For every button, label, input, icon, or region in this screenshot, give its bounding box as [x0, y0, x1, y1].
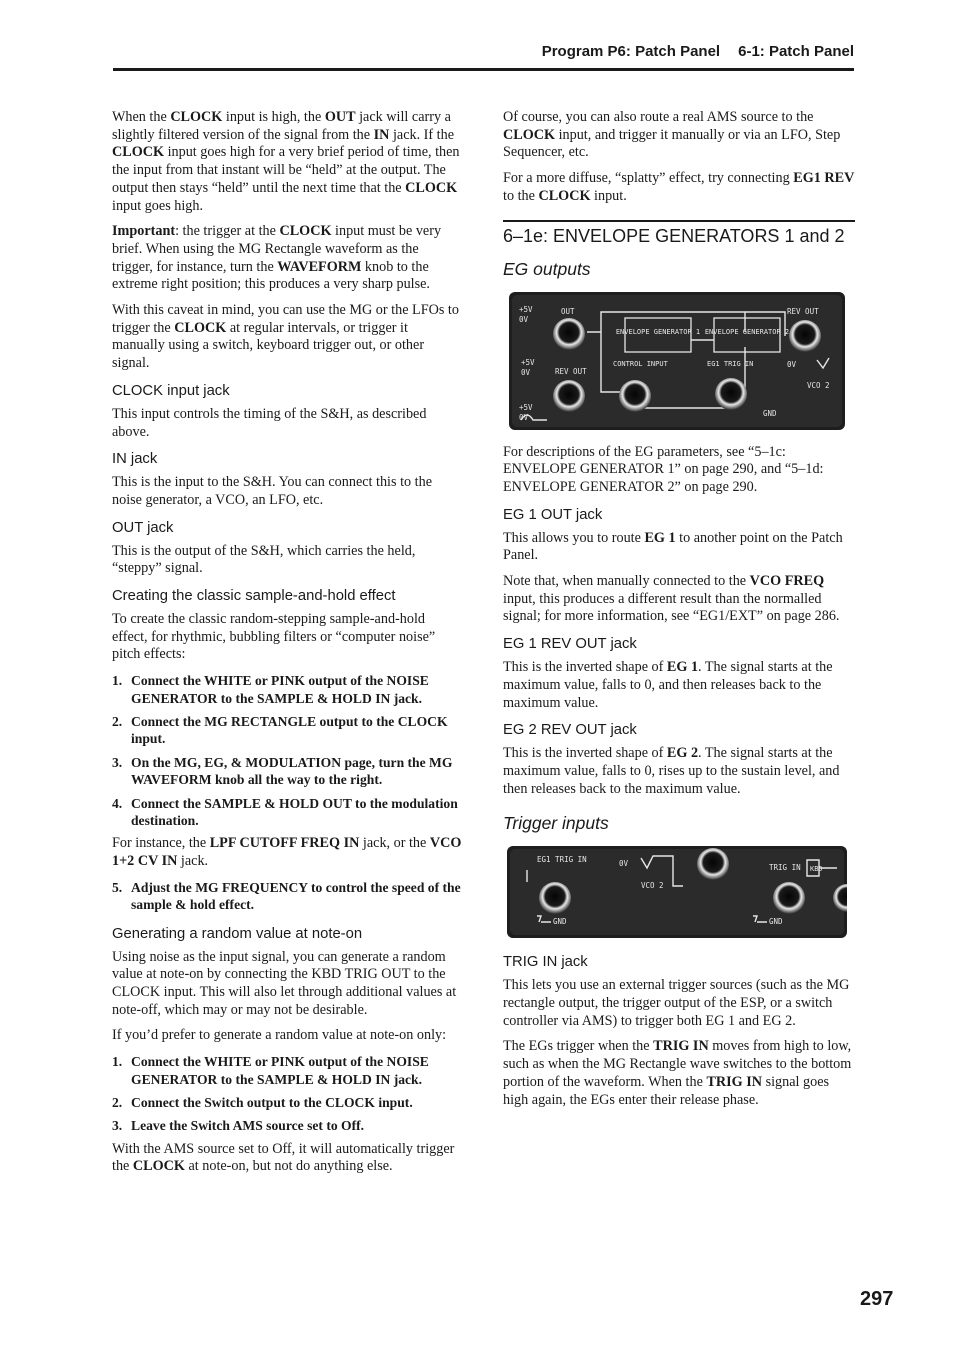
heading-classic-sh: Creating the classic sample-and-hold effect: [112, 588, 396, 605]
paragraph-clock-high: When the CLOCK input is high, the OUT jack will carry a slightly filtered version of the signal from the IN jack. If the CLOCK input goes high for a very brief period of time, then the input from that instant will be “held” at the output. The output then stays “held” until the next time that the CLOCK input goes high.: [112, 109, 460, 214]
label-plus5v: +5V: [519, 304, 533, 314]
step-item: 5. Adjust the MG FREQUENCY to control the speed of the sample & hold effect.: [112, 879, 461, 913]
label-out: OUT: [561, 306, 575, 316]
jack-trig-in: [773, 882, 805, 914]
section-heading-envelope-generators: 6–1e: ENVELOPE GENERATORS 1 and 2: [503, 220, 855, 248]
label-gnd: GND: [553, 917, 567, 927]
heading-eg2-rev-out-jack: EG 2 REV OUT jack: [503, 722, 637, 739]
header-chapter: Program P6: Patch Panel: [541, 43, 721, 60]
step-item: 3. Leave the Switch AMS source set to Off.: [112, 1118, 365, 1134]
step-item: 4. Connect the SAMPLE & HOLD OUT to the modulation destination.: [112, 795, 458, 829]
label-0v: 0V: [519, 412, 529, 422]
label-0v: 0V: [521, 367, 531, 377]
label-kbd: KBD: [810, 865, 823, 874]
heading-in-jack: IN jack: [112, 451, 158, 468]
subheading-eg-outputs: EG outputs: [503, 258, 591, 279]
heading-eg1-rev-out-jack: EG 1 REV OUT jack: [503, 636, 637, 653]
label-rev-out-right: REV OUT: [787, 306, 819, 316]
paragraph-vco-freq-note: Note that, when manually connected to the VCO FREQ input, this produces a different result than the normalled signal; for more information, see “EG1/EXT” on page 286.: [503, 573, 840, 625]
label-0v: 0V: [519, 314, 529, 324]
jack-control-input: [619, 380, 651, 412]
paragraph-for-instance: For instance, the LPF CUTOFF FREQ IN jack, or the VCO 1+2 CV IN jack.: [112, 835, 462, 870]
paragraph-eg1-rev-out: This is the inverted shape of EG 1. The signal starts at the maximum value, falls to 0, and then releases back to the maximum value.: [503, 659, 833, 711]
label-rev-out-left: REV OUT: [555, 366, 587, 376]
jack-eg1-out: [553, 318, 585, 350]
heading-out-jack: OUT jack: [112, 519, 174, 536]
paragraph-eg2-rev-out: This is the inverted shape of EG 2. The signal starts at the maximum value, falls to 0, rises up to the sustain level, and then releases back to the maximum value.: [503, 745, 840, 797]
jack-eg1-rev-out: [553, 380, 585, 412]
heading-clock-input-jack: CLOCK input jack: [112, 382, 230, 399]
label-envelope-generator-2: ENVELOPE GENERATOR 2: [704, 327, 790, 336]
label-0v: 0V: [787, 359, 797, 369]
paragraph-in-jack: This is the input to the S&H. You can connect this to the noise generator, a VCO, an LFO, etc.: [112, 474, 432, 508]
label-eg1-trig-in: EG1 TRIG IN: [537, 855, 587, 865]
right-column: [503, 109, 855, 1117]
heading-trig-in-jack: TRIG IN jack: [503, 954, 588, 971]
paragraph-classic-sh: To create the classic random-stepping sample-and-hold effect, for rhythmic, bubbling filters or “computer noise” pitch effects:: [112, 611, 436, 663]
page-number: 297: [860, 1288, 894, 1310]
paragraph-clock-input: This input controls the timing of the S&H, as described above.: [112, 405, 427, 440]
heading-random-note-on: Generating a random value at note-on: [112, 925, 363, 942]
step-item: 3. On the MG, EG, & MODULATION page, turn the MG WAVEFORM knob all the way to the right.: [112, 754, 453, 788]
label-eg1-trig-in: EG1 TRIG IN: [707, 359, 754, 368]
label-gnd: GND: [769, 917, 783, 927]
paragraph-trig-in: This lets you use an external trigger sources (such as the MG rectangle output, the trigger output of the ESP, or a switch controller via AMS) to trigger both EG 1 and EG 2.: [503, 977, 850, 1029]
jack-eg1-trig-in: [539, 882, 571, 914]
label-control-input: CONTROL INPUT: [613, 359, 668, 368]
subheading-trigger-inputs: Trigger inputs: [503, 813, 609, 834]
label-gnd: GND: [763, 408, 777, 418]
paragraph-caveat: With this caveat in mind, you can use the MG or the LFOs to trigger the CLOCK at regular intervals, or trigger it manually using a switch, keyboard trigger out, or other signal.: [112, 302, 459, 372]
paragraph-real-ams: Of course, you can also route a real AMS source to the CLOCK input, and trigger it manually or via an LFO, Step Sequencer, etc.: [503, 109, 841, 161]
step-item: 1. Connect the WHITE or PINK output of the NOISE GENERATOR to the SAMPLE & HOLD IN jack.: [112, 673, 429, 706]
step-item: 1. Connect the WHITE or PINK output of the NOISE GENERATOR to the SAMPLE & HOLD IN jack.: [112, 1054, 429, 1087]
step-item: 2. Connect the MG RECTANGLE output to the CLOCK input.: [112, 713, 448, 747]
label-vco2: VCO 2: [641, 881, 664, 891]
paragraph-ams-off: With the AMS source set to Off, it will automatically trigger the CLOCK at note-on, but not do anything else.: [112, 1140, 455, 1175]
paragraph-eg1-out: This allows you to route EG 1 to another point on the Patch Panel.: [503, 529, 843, 564]
page-header: [113, 42, 854, 71]
jack-eg1-trig-in: [715, 378, 747, 410]
label-plus5v: +5V: [519, 402, 533, 412]
jack-vco2-out: [697, 848, 729, 880]
label-plus5v: +5V: [521, 357, 535, 367]
paragraph-prefer: If you’d prefer to generate a random value at note-on only:: [112, 1027, 447, 1044]
paragraph-trig-behavior: The EGs trigger when the TRIG IN moves from high to low, such as when the MG Rectangle wave switches to the bottom portion of the waveform. When the TRIG IN signal goes high again, the EGs enter their release phase.: [503, 1038, 852, 1108]
heading-eg1-out-jack: EG 1 OUT jack: [503, 506, 603, 523]
paragraph-splatty: For a more diffuse, “splatty” effect, try connecting EG1 REV to the CLOCK input.: [503, 170, 855, 204]
step-item: 2. Connect the Switch output to the CLOCK input.: [112, 1094, 413, 1110]
jack-eg2-rev-out: [789, 320, 821, 352]
label-envelope-generator-1: ENVELOPE GENERATOR 1: [615, 327, 701, 336]
label-0v: 0V: [619, 859, 629, 869]
paragraph-random-note-on: Using noise as the input signal, you can generate a random value at note-on by connecting the KBD TRIG OUT to the CLOCK input. This will also let through additional values at note-off, which may or may not be desirable.: [112, 948, 457, 1018]
paragraph-out-jack: This is the output of the S&H, which carries the held, “steppy” signal.: [112, 542, 416, 577]
paragraph-eg-descriptions: For descriptions of the EG parameters, see “5–1c: ENVELOPE GENERATOR 1” on page 290, and “5–1d: ENVELOPE GENERATOR 2” on page 290.: [503, 443, 824, 495]
left-column: [112, 109, 462, 1184]
paragraph-important: Important: the trigger at the CLOCK input must be very brief. When using the MG Rectangle waveform as the trigger, for instance, turn the WAVEFORM knob to the extreme right position; this produces a very sharp pulse.: [112, 223, 442, 293]
trigger-inputs-panel-image: [507, 846, 847, 938]
eg-outputs-panel-image: [509, 292, 845, 430]
label-trig-in: TRIG IN: [769, 863, 801, 873]
label-vco2: VCO 2: [807, 380, 830, 390]
header-section: 6-1: Patch Panel: [738, 43, 854, 60]
